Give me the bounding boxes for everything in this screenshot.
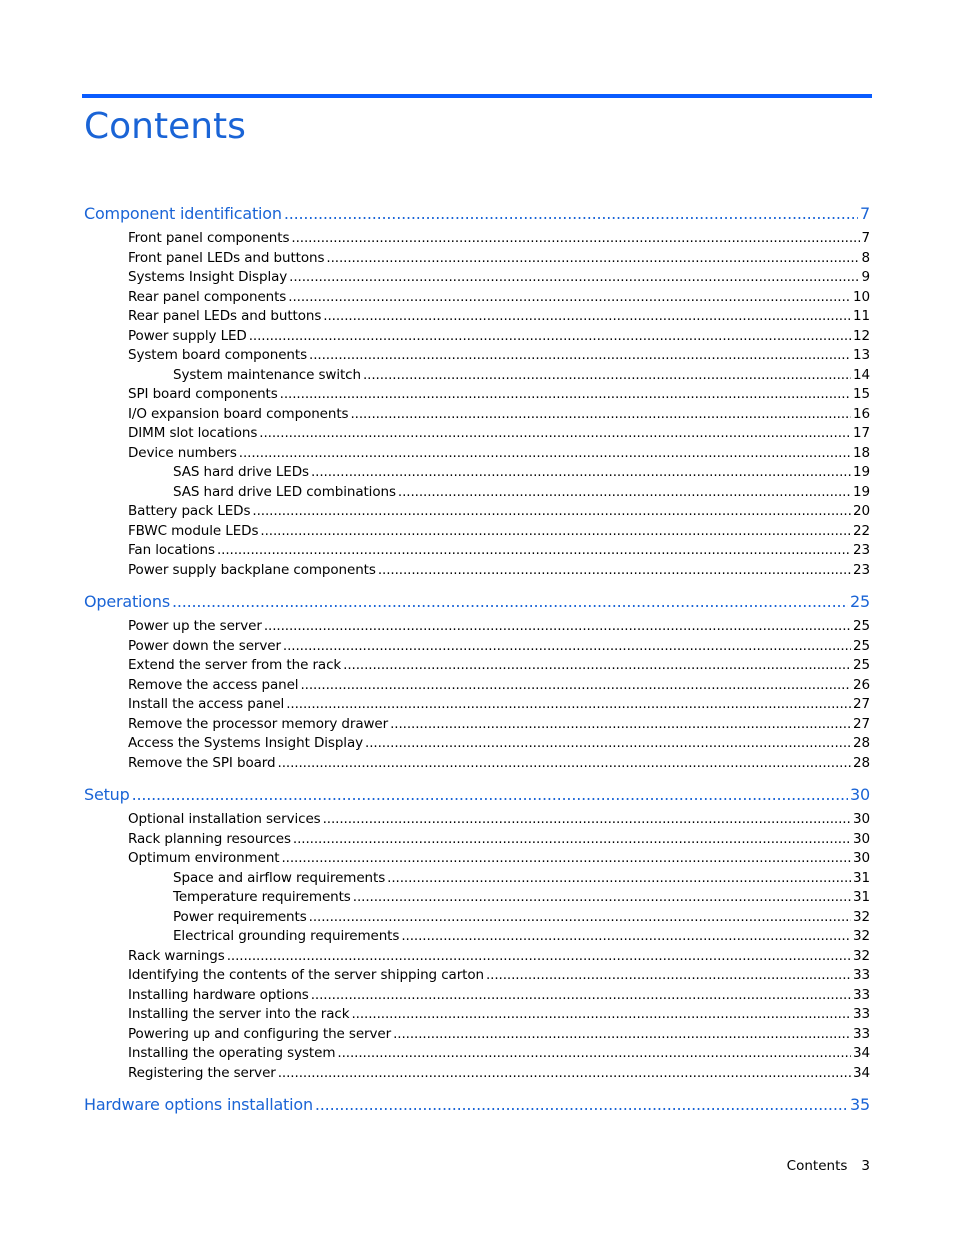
- dot-leader: [315, 1095, 848, 1114]
- page-footer: [787, 1158, 870, 1174]
- dot-leader: [393, 1026, 851, 1042]
- toc-chapter-link[interactable]: [84, 592, 870, 618]
- toc-entry-title: Power down the server: [128, 637, 281, 654]
- toc-entry-link[interactable]: [84, 328, 870, 348]
- toc-entry-link[interactable]: [84, 889, 870, 909]
- toc-entry-link[interactable]: [84, 677, 870, 697]
- toc-entry-link[interactable]: [84, 230, 870, 250]
- dot-leader: [289, 269, 859, 285]
- dot-leader: [227, 948, 851, 964]
- toc-entry-title: Rack warnings: [128, 947, 225, 964]
- toc-entry-title: Remove the SPI board: [128, 754, 276, 771]
- toc-entry-page: 32: [853, 908, 870, 925]
- toc-entry-link[interactable]: [84, 638, 870, 658]
- toc-entry-title: Systems Insight Display: [128, 269, 288, 285]
- toc-entry-page: 19: [853, 464, 870, 480]
- toc-entry-page: 17: [853, 425, 870, 441]
- toc-entry-title: Rack planning resources: [128, 830, 291, 847]
- toc-entry-page: 28: [853, 754, 870, 771]
- dot-leader: [378, 562, 851, 578]
- toc-entry-page: 23: [853, 542, 870, 558]
- toc-chapter-link[interactable]: [84, 204, 870, 230]
- toc-entry-page: 19: [853, 483, 870, 500]
- toc-entry-page: 7: [860, 204, 870, 223]
- toc-entry-page: 27: [853, 715, 870, 732]
- toc-entry-title: Device numbers: [128, 444, 237, 461]
- dot-leader: [365, 735, 851, 751]
- dot-leader: [172, 592, 848, 611]
- toc-entry-link[interactable]: [84, 811, 870, 831]
- toc-entry-title: Remove the processor memory drawer: [128, 715, 389, 732]
- toc-entry-page: 31: [853, 869, 870, 886]
- dot-leader: [291, 230, 859, 246]
- toc-entry-link[interactable]: [84, 909, 870, 929]
- dot-leader: [323, 811, 851, 827]
- toc-section: [84, 204, 870, 581]
- toc-entry-link[interactable]: [84, 870, 870, 890]
- toc-entry-link[interactable]: [84, 425, 870, 445]
- toc-entry-link[interactable]: [84, 618, 870, 638]
- toc-entry-page: 25: [850, 592, 870, 611]
- toc-entry-page: 14: [853, 366, 870, 383]
- dot-leader: [337, 1045, 851, 1061]
- toc-section: [84, 1095, 870, 1121]
- toc-entry-link[interactable]: [84, 657, 870, 677]
- footer-page-number: 3: [861, 1158, 870, 1174]
- toc-entry-link[interactable]: [84, 289, 870, 309]
- dot-leader: [351, 1006, 851, 1022]
- toc-entry-page: 16: [853, 405, 870, 422]
- dot-leader: [283, 638, 851, 654]
- toc-entry-page: 18: [853, 444, 870, 461]
- toc-entry-title: DIMM slot locations: [128, 425, 258, 441]
- toc-entry-title: SAS hard drive LEDs: [173, 464, 309, 480]
- dot-leader: [311, 464, 851, 480]
- toc-section: [84, 785, 870, 1084]
- dot-leader: [311, 987, 851, 1003]
- dot-leader: [326, 250, 859, 266]
- toc-entry-page: 34: [853, 1045, 870, 1061]
- toc-entry-page: 10: [853, 288, 870, 305]
- table-of-contents: [84, 204, 870, 1132]
- toc-entry-title: Install the access panel: [128, 696, 285, 712]
- toc-entry-page: 7: [861, 230, 870, 246]
- dot-leader: [260, 523, 851, 539]
- toc-chapter-link[interactable]: [84, 785, 870, 811]
- toc-entry-page: 30: [853, 830, 870, 847]
- toc-entry-title: Rear panel components: [128, 288, 287, 305]
- toc-entry-title: Hardware options installation: [84, 1095, 313, 1114]
- toc-entry-title: FBWC module LEDs: [128, 522, 259, 539]
- toc-entry-page: 22: [853, 522, 870, 539]
- dot-leader: [278, 1065, 851, 1081]
- dot-leader: [252, 503, 851, 519]
- toc-entry-title: Remove the access panel: [128, 676, 299, 693]
- toc-entry-page: 25: [853, 618, 870, 634]
- dot-leader: [217, 542, 851, 558]
- toc-entry-title: Temperature requirements: [173, 889, 351, 905]
- toc-entry-link[interactable]: [84, 1065, 870, 1085]
- toc-entry-page: 9: [861, 269, 870, 285]
- toc-entry-link[interactable]: [84, 250, 870, 270]
- toc-entry-link[interactable]: [84, 1026, 870, 1046]
- toc-entry-title: Electrical grounding requirements: [173, 928, 400, 944]
- dot-leader: [280, 386, 851, 402]
- toc-entry-title: Installing the server into the rack: [128, 1006, 350, 1022]
- toc-entry-page: 27: [853, 696, 870, 712]
- toc-entry-title: Battery pack LEDs: [128, 503, 251, 519]
- dot-leader: [401, 928, 851, 944]
- toc-entry-link[interactable]: [84, 308, 870, 328]
- toc-entry-title: Installing the operating system: [128, 1045, 336, 1061]
- toc-entry-page: 33: [853, 986, 870, 1003]
- dot-leader: [249, 328, 851, 344]
- toc-entry-link[interactable]: [84, 831, 870, 851]
- dot-leader: [293, 831, 851, 847]
- toc-entry-page: 33: [853, 1006, 870, 1022]
- toc-entry-link[interactable]: [84, 523, 870, 543]
- toc-entry-title: System maintenance switch: [173, 366, 361, 383]
- toc-entry-title: Fan locations: [128, 542, 215, 558]
- dot-leader: [353, 889, 851, 905]
- toc-entry-page: 20: [853, 503, 870, 519]
- toc-entry-title: Power supply LED: [128, 327, 247, 344]
- footer-label: Contents: [786, 1158, 848, 1174]
- toc-entry-link[interactable]: [84, 445, 870, 465]
- dot-leader: [309, 347, 851, 363]
- toc-entry-page: 8: [861, 249, 870, 266]
- toc-entry-page: 30: [853, 811, 870, 827]
- dot-leader: [239, 445, 851, 461]
- dot-leader: [288, 289, 851, 305]
- toc-entry-page: 32: [853, 928, 870, 944]
- toc-entry-link[interactable]: [84, 386, 870, 406]
- toc-entry-link[interactable]: [84, 987, 870, 1007]
- toc-entry-title: Operations: [84, 592, 170, 611]
- dot-leader: [132, 785, 848, 804]
- toc-entry-link[interactable]: [84, 928, 870, 948]
- toc-entry-title: Identifying the contents of the server shipping carton: [128, 967, 484, 983]
- dot-leader: [398, 484, 851, 500]
- dot-leader: [343, 657, 851, 673]
- toc-entry-link[interactable]: [84, 735, 870, 755]
- dot-leader: [486, 967, 851, 983]
- toc-entry-link[interactable]: [84, 464, 870, 484]
- toc-entry-title: Rear panel LEDs and buttons: [128, 308, 322, 324]
- toc-entry-link[interactable]: [84, 716, 870, 736]
- dot-leader: [300, 677, 851, 693]
- dot-leader: [350, 406, 851, 422]
- toc-entry-link[interactable]: [84, 850, 870, 870]
- dot-leader: [387, 870, 851, 886]
- dot-leader: [390, 716, 851, 732]
- toc-entry-page: 31: [853, 889, 870, 905]
- toc-entry-page: 32: [853, 947, 870, 964]
- toc-entry-page: 15: [853, 386, 870, 402]
- title-rule: [82, 94, 872, 98]
- toc-entry-title: Front panel components: [128, 230, 290, 246]
- dot-leader: [309, 909, 851, 925]
- toc-entry-title: Powering up and configuring the server: [128, 1025, 392, 1042]
- toc-entry-title: Installing hardware options: [128, 986, 309, 1003]
- toc-entry-title: System board components: [128, 347, 308, 363]
- toc-entry-title: Setup: [84, 785, 130, 804]
- toc-entry-page: 28: [853, 735, 870, 751]
- dot-leader: [264, 618, 851, 634]
- toc-entry-title: Power up the server: [128, 618, 262, 634]
- toc-entry-title: Component identification: [84, 204, 282, 223]
- toc-entry-link[interactable]: [84, 696, 870, 716]
- toc-entry-link[interactable]: [84, 503, 870, 523]
- toc-entry-link[interactable]: [84, 755, 870, 775]
- toc-entry-title: Power requirements: [173, 908, 307, 925]
- toc-entry-title: Power supply backplane components: [128, 561, 376, 578]
- toc-entry-title: Access the Systems Insight Display: [128, 735, 364, 751]
- toc-entry-title: Extend the server from the rack: [128, 657, 342, 673]
- dot-leader: [278, 755, 852, 771]
- page-title: Contents: [84, 106, 246, 147]
- toc-entry-page: 12: [853, 327, 870, 344]
- toc-chapter-link[interactable]: [84, 1095, 870, 1121]
- toc-entry-title: Registering the server: [128, 1064, 276, 1081]
- toc-entry-page: 23: [853, 561, 870, 578]
- dot-leader: [259, 425, 851, 441]
- toc-entry-link[interactable]: [84, 367, 870, 387]
- toc-entry-page: 33: [853, 1025, 870, 1042]
- toc-entry-link[interactable]: [84, 269, 870, 289]
- toc-entry-link[interactable]: [84, 347, 870, 367]
- dot-leader: [363, 367, 851, 383]
- toc-entry-link[interactable]: [84, 562, 870, 582]
- toc-section: [84, 592, 870, 774]
- dot-leader: [286, 696, 851, 712]
- toc-entry-page: 26: [853, 676, 870, 693]
- toc-entry-page: 30: [850, 785, 870, 804]
- toc-entry-link[interactable]: [84, 406, 870, 426]
- toc-entry-title: SAS hard drive LED combinations: [173, 483, 396, 500]
- toc-entry-title: SPI board components: [128, 386, 278, 402]
- toc-entry-title: Front panel LEDs and buttons: [128, 249, 325, 266]
- toc-entry-link[interactable]: [84, 1006, 870, 1026]
- toc-entry-page: 13: [853, 347, 870, 363]
- toc-entry-title: I/O expansion board components: [128, 405, 349, 422]
- toc-entry-page: 25: [853, 657, 870, 673]
- toc-entry-title: Optional installation services: [128, 811, 321, 827]
- toc-entry-link[interactable]: [84, 1045, 870, 1065]
- toc-entry-link[interactable]: [84, 967, 870, 987]
- toc-entry-page: 11: [853, 308, 870, 324]
- toc-entry-page: 25: [853, 637, 870, 654]
- toc-entry-page: 35: [850, 1095, 870, 1114]
- toc-entry-page: 30: [853, 850, 870, 866]
- toc-entry-link[interactable]: [84, 948, 870, 968]
- dot-leader: [281, 850, 851, 866]
- toc-entry-title: Optimum environment: [128, 850, 280, 866]
- toc-entry-page: 34: [853, 1064, 870, 1081]
- toc-entry-link[interactable]: [84, 542, 870, 562]
- dot-leader: [323, 308, 851, 324]
- toc-entry-link[interactable]: [84, 484, 870, 504]
- dot-leader: [284, 204, 858, 223]
- toc-entry-page: 33: [853, 967, 870, 983]
- toc-entry-title: Space and airflow requirements: [173, 869, 386, 886]
